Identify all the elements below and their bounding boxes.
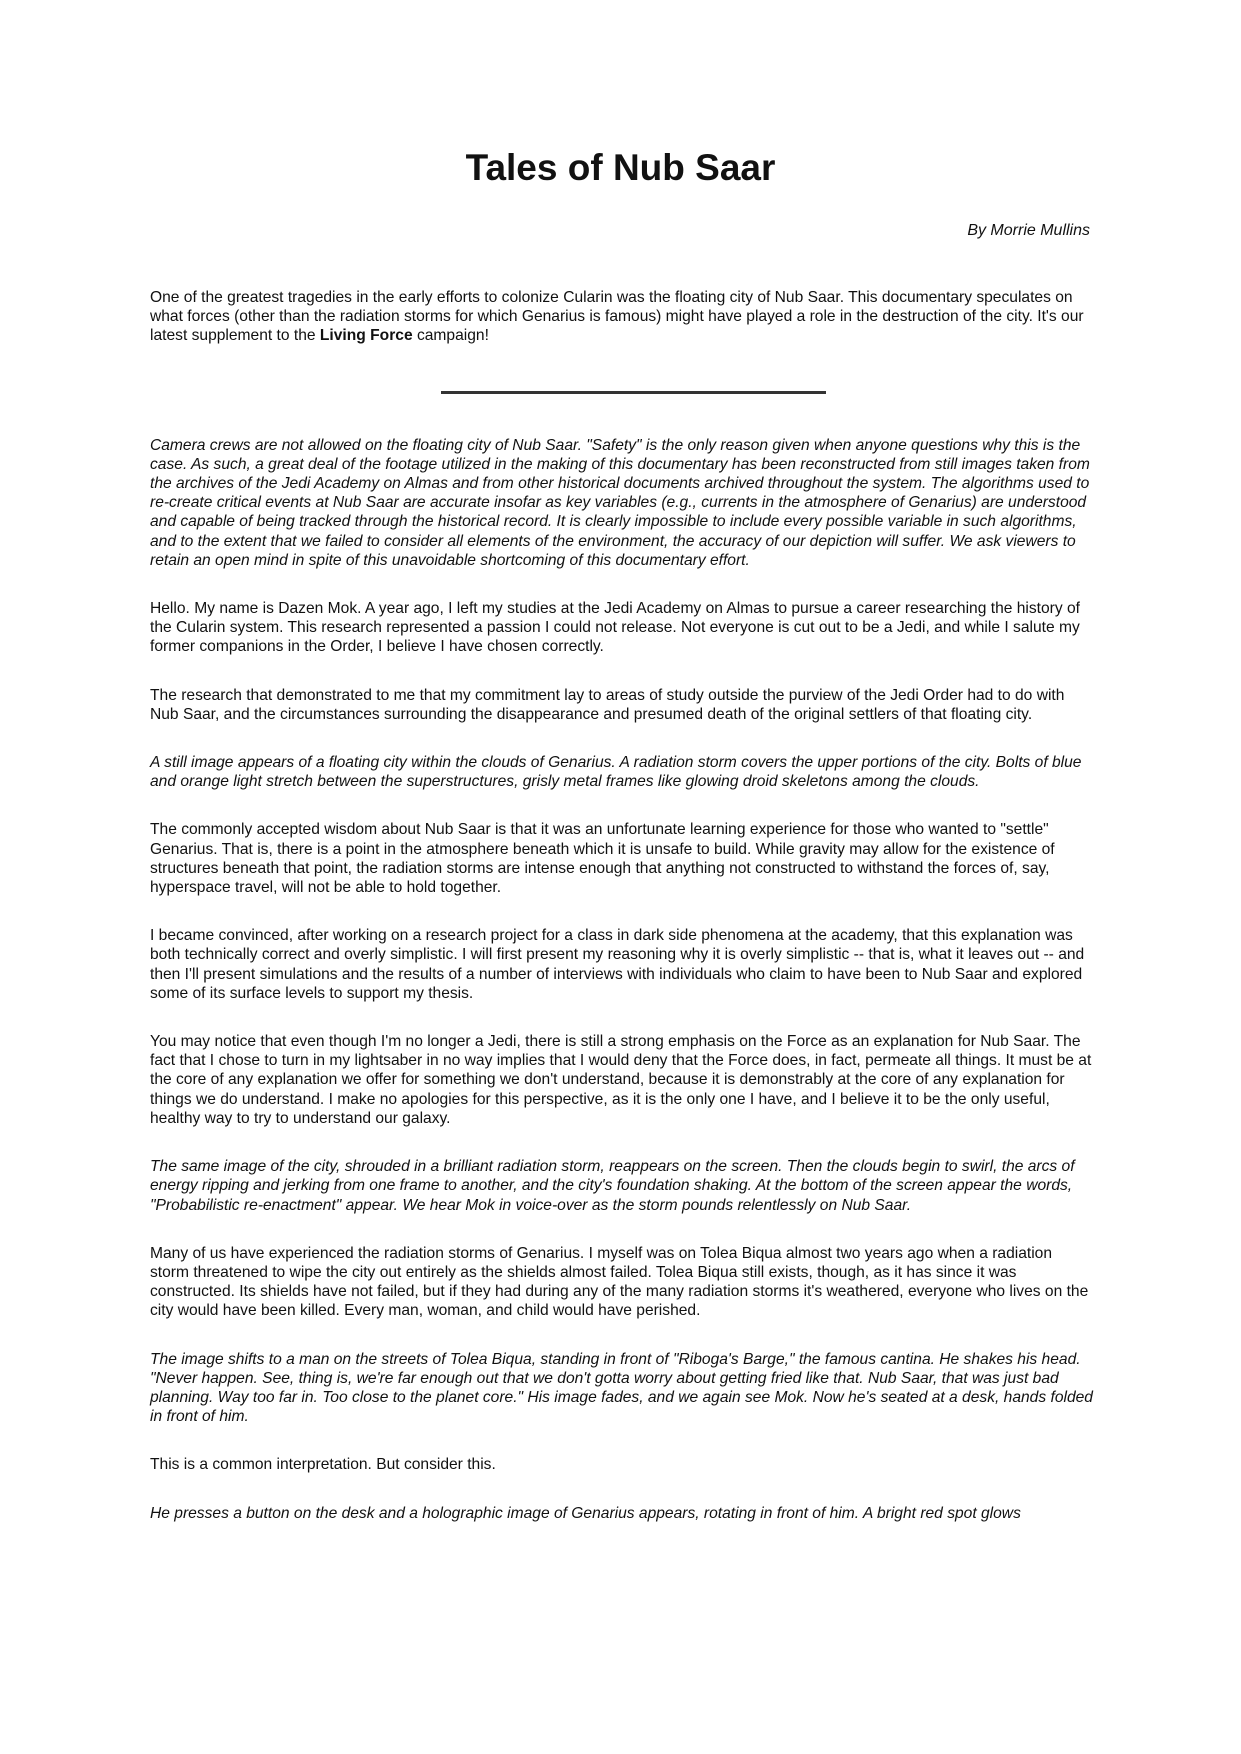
intro-bold-campaign: Living Force bbox=[319, 327, 413, 345]
body-paragraph: You may notice that even though I'm no longer a Jedi, there is still a strong emphasis on the Force as an explanation for Nub Saar. The fact that I chose to turn in my lightsaber in no way implies that I would deny that the Force does, in fact, permeate all things. It must be at the core of any explanation we offer for something we don't understand, because it is demonstrably at the core of any explanation for things we do understand. I make no apologies for this perspective, as it is the only one I have, and I believe it to be the only useful, healthy way to try to understand our galaxy. bbox=[150, 1033, 1092, 1127]
document-title: Tales of Nub Saar bbox=[465, 147, 776, 188]
narration-paragraph: A still image appears of a floating city within the clouds of Genarius. A radiation storm covers the upper portions of the city. Bolts of blue and orange light stretch between the superstructures, grisly metal frames like glowing droid skeletons among the clouds. bbox=[150, 754, 1082, 791]
intro-text-before: One of the greatest tragedies in the early efforts to colonize Cularin was the floating city of Nub Saar. This documentary speculates on what forces (other than the radiation storms for which Genarius is famous) might have played a role in the destruction of the city. It's our latest supplement to the bbox=[150, 289, 1084, 345]
body-paragraph: The research that demonstrated to me that my commitment lay to areas of study outside the purview of the Jedi Order had to do with Nub Saar, and the circumstances surrounding the disappearance and presumed death of the original settlers of that floating city. bbox=[150, 686, 1065, 723]
document-body bbox=[150, 288, 1095, 1552]
body-paragraph: This is a common interpretation. But consider this. bbox=[150, 1456, 496, 1474]
narration-paragraph: Camera crews are not allowed on the floating city of Nub Saar. "Safety" is the only reason given when anyone questions why this is the case. As such, a great deal of the footage utilized in the making of this documentary has been reconstructed from still images taken from the archives of the Jedi Academy on Almas and from other historical documents archived throughout the system. The algorithms used to re-create critical events at Nub Saar are accurate insofar as key variables (e.g., currents in the atmosphere of Genarius) are understood and capable of being tracked through the historical record. It is clearly impossible to include every possible variable in such algorithms, and to the extent that we failed to consider all elements of the environment, the accuracy of our depiction will suffer. We ask viewers to retain an open mind in spite of this unavoidable shortcoming of this documentary effort. bbox=[150, 436, 1090, 569]
section-divider-wrap bbox=[150, 391, 1095, 394]
body-paragraphs bbox=[150, 436, 1095, 1523]
section-divider bbox=[441, 391, 826, 394]
narration-paragraph: He presses a button on the desk and a holographic image of Genarius appears, rotating in front of him. A bright red spot glows bbox=[150, 1504, 1021, 1522]
body-paragraph: Many of us have experienced the radiation storms of Genarius. I myself was on Tolea Biqua almost two years ago when a radiation storm threatened to wipe the city out entirely as the shields almost failed. Tolea Biqua still exists, though, as it has since it was constructed. Its shields have not failed, but if they had during any of the many radiation storms it's weathered, everyone who lives on the city would have been killed. Every man, woman, and child would have perished. bbox=[150, 1244, 1089, 1320]
body-paragraph: Hello. My name is Dazen Mok. A year ago, I left my studies at the Jedi Academy on Almas to pursue a career researching the history of the Cularin system. This research represented a passion I could not release. Not everyone is cut out to be a Jedi, and while I salute my former companions in the Order, I believe I have chosen correctly. bbox=[150, 600, 1081, 656]
body-paragraph: The commonly accepted wisdom about Nub Saar is that it was an unfortunate learning experience for those who wanted to "settle" Genarius. That is, there is a point in the atmosphere beneath which it is unsafe to build. While gravity may allow for the existence of structures beneath that point, the radiation storms are intense enough that anything not constructed to withstand the forces of, say, hyperspace travel, will not be able to hold together. bbox=[150, 821, 1055, 897]
intro-paragraph bbox=[150, 288, 1095, 346]
narration-paragraph: The image shifts to a man on the streets of Tolea Biqua, standing in front of "Riboga's Barge," the famous cantina. He shakes his head. "Never happen. See, thing is, we're far enough out that we don't gotta worry about getting fried like that. Nub Saar, that was just bad planning. Way too far in. Too close to the planet core." His image fades, and we again see Mok. Now he's seated at a desk, hands folded in front of him. bbox=[150, 1350, 1093, 1426]
body-paragraph: I became convinced, after working on a research project for a class in dark side phenomena at the academy, that this explanation was both technically correct and overly simplistic. I will first present my reasoning why it is overly simplistic -- that is, what it leaves out -- and then I'll present simulations and the results of a number of interviews with individuals who claim to have been to Nub Saar and explored some of its surface levels to support my thesis. bbox=[150, 927, 1085, 1002]
author-byline: By Morrie Mullins bbox=[967, 222, 1090, 239]
intro-text-after: campaign! bbox=[412, 327, 489, 345]
narration-paragraph: The same image of the city, shrouded in a brilliant radiation storm, reappears on the screen. Then the clouds begin to swirl, the arcs of energy ripping and jerking from one frame to another, and the city's foundation shaking. At the bottom of the screen appear the words, "Probabilistic re-enactment" appear. We hear Mok in voice-over as the storm pounds relentlessly on Nub Saar. bbox=[150, 1158, 1075, 1214]
